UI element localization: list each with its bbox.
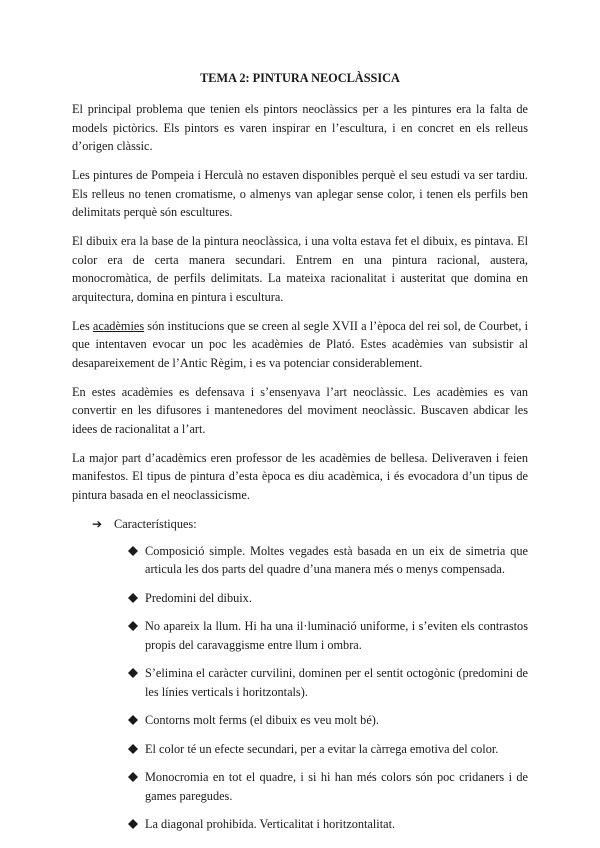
list-item-text: Composició simple. Moltes vegades està basada en un eix de simetria que articula les dos parts del quadre d’una manera més o menys compensada. [145, 543, 528, 576]
characteristics-heading-label: Característiques: [114, 516, 197, 531]
diamond-bullet-icon [128, 593, 138, 603]
list-item-text: S’elimina el caràcter curvilini, dominen per el sentit octogònic (predomini de les línies verticals i horitzontals). [145, 666, 528, 699]
list-item [72, 815, 528, 834]
list-item-text: Contorns molt ferms (el dibuix es veu molt bé). [145, 713, 379, 727]
diamond-bullet-icon [128, 772, 138, 782]
academies-term: acadèmies [92, 318, 145, 333]
diamond-bullet-icon [128, 546, 138, 556]
list-item [72, 740, 528, 759]
paragraph-academies [72, 317, 528, 373]
list-item-text: Predomini del dibuix. [145, 590, 252, 605]
list-item-text: El color té un efecte secundari, per a evitar la càrrega emotiva del color. [145, 741, 499, 756]
document-title: TEMA 2: PINTURA NEOCLÀSSICA [200, 71, 400, 85]
list-item-text: La diagonal prohibida. Verticalitat i horitzontalitat. [145, 817, 396, 831]
paragraph-art-neoclassic: En estes acadèmies es defensava i s’ensenyava l’art neoclàssic. Les acadèmies es van convertir en les difusores i mantenedores del moviment neoclàssic. Buscaven abdicar les idees de racionalitat a l’art. [72, 384, 528, 436]
paragraph-models: El principal problema que tenien els pintors neoclàssics per a les pintures era la falta de models pictòrics. Els pintors es varen inspirar en l’escultura, i en concret en els relleus d’origen clàssic. [72, 102, 528, 153]
characteristics-list [72, 542, 528, 834]
list-item [72, 768, 528, 805]
list-item-text: No apareix la llum. Hi ha una il·luminació uniforme, i s’eviten els contrastos propis del caravaggisme entre llum i ombra. [145, 619, 528, 652]
list-item [72, 617, 528, 654]
diamond-bullet-icon [128, 668, 138, 678]
right-arrow-icon: ➔ [92, 516, 103, 531]
list-item [72, 664, 528, 701]
document-page [72, 70, 528, 844]
diamond-bullet-icon [128, 715, 138, 725]
diamond-bullet-icon [128, 744, 138, 754]
characteristics-heading [72, 515, 528, 533]
paragraph-pompeia: Les pintures de Pompeia i Herculà no estaven disponibles perquè el seu estudi va ser tardiu. Els relleus no tenen cromatisme, o almenys van aplegar sense color, i tenen els perfils ben delimitats perquè són escultures. [72, 168, 528, 219]
paragraph-academics: La major part d’acadèmics eren professor de les acadèmies de bellesa. Deliveraven i feien manifestos. El tipus de pintura d’esta època es diu acadèmica, i és evocadora d’un tipus de pintura basada en el neoclassicisme. [72, 450, 528, 502]
list-item [72, 542, 528, 579]
list-item [72, 589, 528, 608]
list-item [72, 711, 528, 730]
diamond-bullet-icon [128, 621, 138, 631]
academies-intro: Les [72, 318, 93, 333]
diamond-bullet-icon [128, 819, 138, 829]
paragraph-dibuix: El dibuix era la base de la pintura neoclàssica, i una volta estava fet el dibuix, es pintava. El color era de certa manera secundari. Entrem en una pintura racional, austera, monocromàtica, de perfils delimitats. La mateixa racionalitat i austeritat que domina en arquitectura, domina en pintura i escultura. [72, 234, 528, 304]
academies-rest: són institucions que se creen al segle XVII a l’època del rei sol, de Courbet, i que intentaven evocar un poc les acadèmies de Plató. Estes acadèmies van subsistir al desapareixement de l’Antic Règim, i es va potenciar considerablement. [72, 318, 528, 370]
list-item-text: Monocromia en tot el quadre, i si hi han més colors són poc cridaners i de games paregudes. [145, 770, 528, 803]
